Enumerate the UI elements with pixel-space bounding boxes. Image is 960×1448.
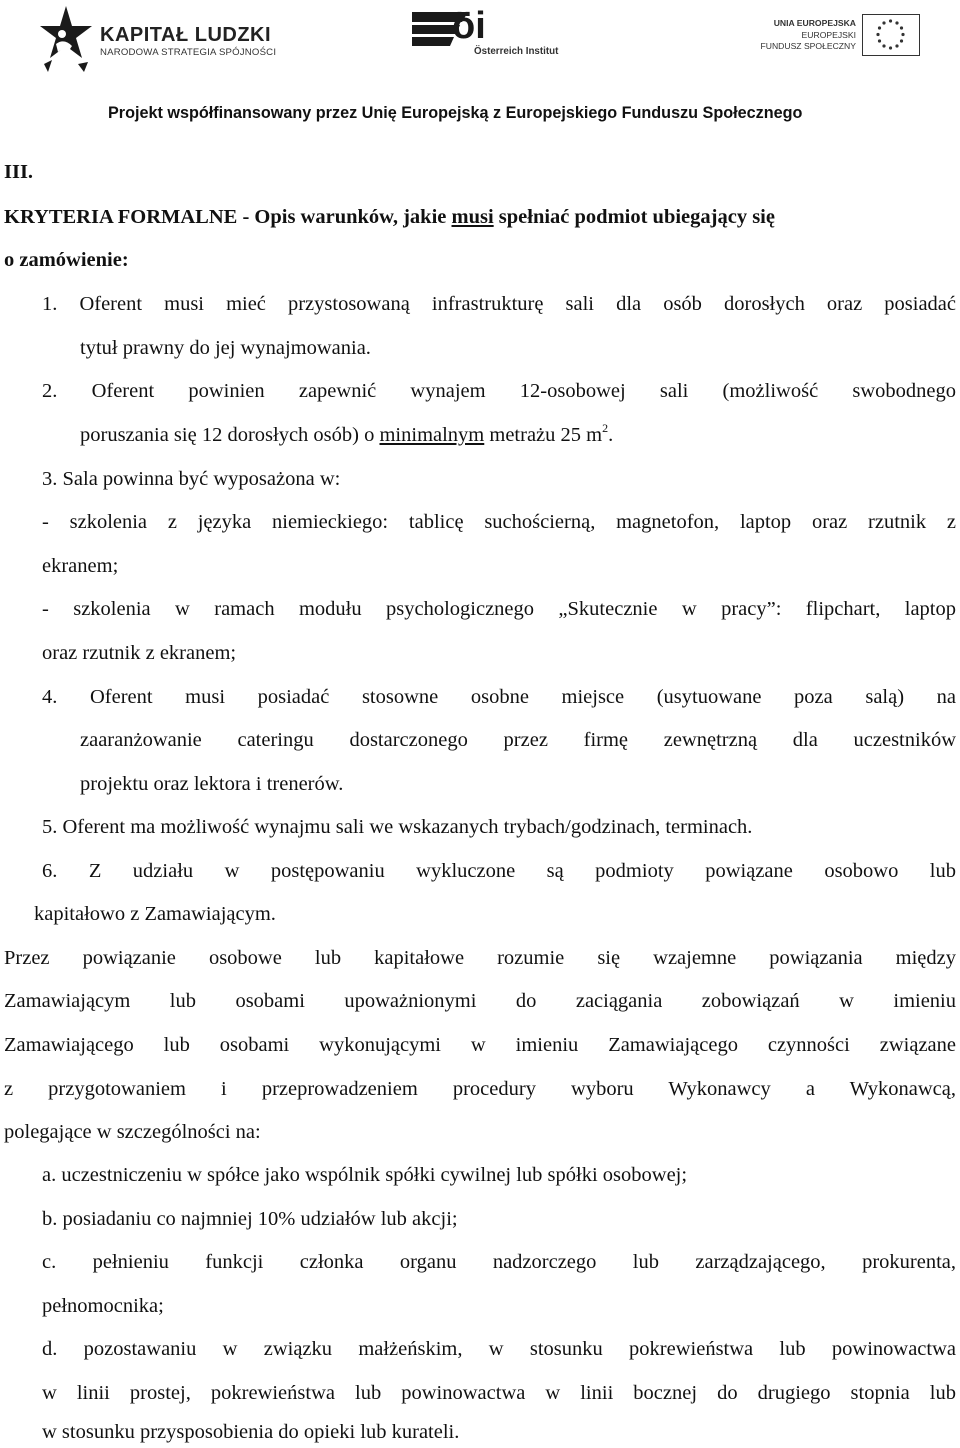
item-4-line-3: projektu oraz lektora i trenerów.	[80, 773, 344, 795]
section-title-part-b: spełniać podmiot ubiegający się	[493, 206, 775, 228]
section-title	[4, 205, 956, 229]
kapital-ludzki-star-icon	[38, 4, 94, 74]
item-2-superscript: 2	[602, 421, 609, 435]
sublist-c-line-2: pełnomocnika;	[42, 1295, 164, 1317]
item-2-line-2-b: metrażu 25 m	[484, 424, 603, 446]
section-title-musi: musi	[451, 206, 494, 228]
sublist-d-line-2: w linii prostej, pokrewieństwa lub powinowactwa w linii bocznej do drugiego stopnia lub	[42, 1382, 956, 1404]
item-1-line-1: 1. Oferent musi mieć przystosowaną infrastrukturę sali dla osób dorosłych oraz posiadać	[42, 293, 956, 315]
sublist-d-line-3: w stosunku przysposobienia do opieki lub kurateli.	[42, 1421, 460, 1443]
sublist-c-line-1: c. pełnieniu funkcji członka organu nadzorczego lub zarządzającego, prokurenta,	[42, 1251, 956, 1273]
paragraph-line-1: Przez powiązanie osobowe lub kapitałowe rozumie się wzajemne powiązania między	[4, 947, 956, 969]
item-3-line-4: - szkolenia w ramach modułu psychologicznego „Skutecznie w pracy”: flipchart, laptop	[42, 598, 956, 620]
sublist-a: a. uczestniczeniu w spółce jako wspólnik spółki cywilnej lub spółki osobowej;	[42, 1164, 688, 1186]
paragraph-line-5: polegające w szczególności na:	[4, 1121, 261, 1143]
kapital-ludzki-logo	[38, 4, 278, 74]
paragraph-line-3: Zamawiającego lub osobami wykonującymi w imieniu Zamawiającego czynności związane	[4, 1034, 956, 1056]
sublist-d-line-1: d. pozostawaniu w związku małżeńskim, w stosunku pokrewieństwa lub powinowactwa	[42, 1338, 956, 1360]
item-3-line-2: - szkolenia z języka niemieckiego: tablicę suchościerną, magnetofon, laptop oraz rzutnik z	[42, 511, 956, 533]
item-6-line-1: 6. Z udziału w postępowaniu wykluczone są podmioty powiązane osobowo lub	[42, 860, 956, 882]
section-title-part-a: KRYTERIA FORMALNE - Opis warunków, jakie	[4, 206, 452, 228]
eu-fund-logo	[750, 14, 920, 70]
osterreich-institut-mark: öi	[452, 5, 486, 47]
item-3-line-5: oraz rzutnik z ekranem;	[42, 642, 237, 664]
eu-flag-icon	[862, 14, 920, 56]
osterreich-institut-logo	[412, 5, 582, 68]
osterreich-institut-caption: Österreich Institut	[474, 46, 559, 57]
project-cofinancing-line: Projekt współfinansowany przez Unię Europejską z Europejskiego Funduszu Społecznego	[108, 104, 803, 122]
item-2-line-2	[80, 423, 613, 447]
item-3-line-1: 3. Sala powinna być wyposażona w:	[42, 468, 341, 490]
eu-line2: EUROPEJSKI	[801, 29, 856, 40]
item-6-line-2: kapitałowo z Zamawiającym.	[34, 903, 276, 925]
header-logos	[0, 0, 960, 122]
item-4-line-2: zaaranżowanie cateringu dostarczonego przez firmę zewnętrzną dla uczestników	[80, 729, 956, 751]
item-4-line-1: 4. Oferent musi posiadać stosowne osobne miejsce (usytuowane poza salą) na	[42, 686, 956, 708]
item-3-line-3: ekranem;	[42, 555, 119, 577]
item-2-end: .	[608, 424, 614, 446]
section-number: III.	[4, 161, 34, 183]
item-1-line-2: tytuł prawny do jej wynajmowania.	[80, 337, 371, 359]
paragraph-line-4: z przygotowaniem i przeprowadzeniem procedury wyboru Wykonawcy a Wykonawcą,	[4, 1078, 956, 1100]
item-5-line-1: 5. Oferent ma możliwość wynajmu sali we wskazanych trybach/godzinach, terminach.	[42, 816, 753, 838]
kapital-ludzki-subtitle: NARODOWA STRATEGIA SPÓJNOŚCI	[100, 47, 277, 58]
paragraph-line-2: Zamawiającym lub osobami upoważnionymi do zaciągania zobowiązań w imieniu	[4, 990, 956, 1012]
eu-line1: UNIA EUROPEJSKA	[773, 18, 856, 28]
kapital-ludzki-title: KAPITAŁ LUDZKI	[100, 24, 272, 46]
sublist-b: b. posiadaniu co najmniej 10% udziałów lub akcji;	[42, 1208, 458, 1230]
eu-line3: FUNDUSZ SPOŁECZNY	[760, 41, 856, 51]
item-2-line-2-a: poruszania się 12 dorosłych osób) o	[80, 424, 380, 446]
eu-fund-text	[746, 18, 856, 53]
item-2-line-1: 2. Oferent powinien zapewnić wynajem 12-osobowej sali (możliwość swobodnego	[42, 380, 956, 402]
item-2-minimal: minimalnym	[379, 424, 485, 446]
section-title-line2: o zamówienie:	[4, 249, 129, 271]
